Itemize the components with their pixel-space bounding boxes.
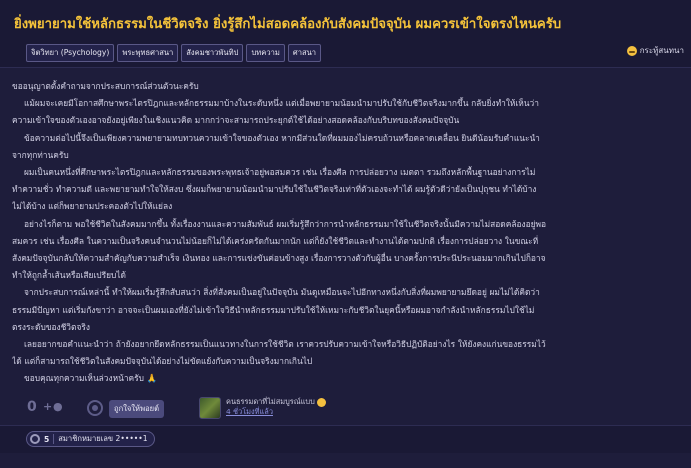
- tag-article[interactable]: บทความ: [246, 44, 284, 62]
- post-line: ทำให้ถูกล้ำเส้นหรือเสียเปรียบได้: [12, 270, 126, 281]
- post-line: ได้ แต่ก็สามารถใช้ชีวิตในสังคมปัจจุบันได้อย่างไม่ขัดแย้งกับความเป็นจริงมากเกินไป: [12, 356, 313, 367]
- emotion-button[interactable]: [87, 400, 103, 416]
- topic-header: [0, 0, 691, 68]
- post-line: ข้อความต่อไปนี้จึงเป็นเพียงความพยายามทบทวนความเข้าใจของตัวเอง หากมีส่วนใดที่ผมมองไม่ครบถ้วนหรือคลาดเคลื่อน ยินดีน้อมรับคำแนะนำ: [24, 132, 540, 143]
- tag-list: [26, 44, 321, 62]
- post-line: ไม่ได้บ้าง แต่ก็พยายามประคองตัวไปให้แย่ลง: [12, 201, 173, 212]
- author-name[interactable]: คนธรรมดาที่ไม่สมบูรณ์แบบ: [226, 397, 315, 406]
- member-pill[interactable]: [26, 431, 155, 447]
- post-body: [12, 78, 682, 388]
- vote-score: 0: [27, 399, 37, 415]
- topic-category: [627, 44, 684, 57]
- post-line: สมควร เช่น เรื่องศีล ในความเป็นจริงคนจำนวนไม่น้อยก็ไม่ได้เคร่งครัดกันมากนัก แต่ก็ยังใช้ชีวิตและทำงานได้ตามปกติ เรื่องการปล่อยวาง ในขณะที่: [12, 235, 539, 246]
- post-line: ตรงระดับของชีวิตจริง: [12, 321, 90, 332]
- post-line: ขออนุญาตตั้งคำถามจากประสบการณ์ส่วนตัวนะครับ: [12, 81, 199, 91]
- footer-bar: [0, 425, 691, 453]
- post-time[interactable]: 4 ชั่วโมงที่แล้ว: [226, 407, 273, 416]
- post-line: ความเข้าใจของตัวเองอาจยังอยู่เพียงในเชิงแนวคิด มากกว่าจะสามารถประยุกต์ใช้ได้อย่างสอดคล้องกับบริบทของสังคมปัจจุบัน: [12, 115, 460, 126]
- post-line: จากทุกท่านครับ: [12, 149, 69, 160]
- emoji-icon: [317, 398, 326, 407]
- tag-psychology[interactable]: จิตวิทยา (Psychology): [26, 44, 114, 62]
- avatar[interactable]: [199, 397, 221, 419]
- author-block: [199, 397, 326, 419]
- post-line: สังคมปัจจุบันกลับให้ความสำคัญกับความสำเร็จ เงินทอง และการแข่งขันค่อนข้างสูง เรื่องการวางตัวกับผู้อื่น บางครั้งการประนีประนอมมากเกินไปก็อาจ: [12, 253, 546, 264]
- post-line: อย่างไรก็ตาม พอใช้ชีวิตในสังคมมากขึ้น ทั้งเรื่องงานและความสัมพันธ์ ผมเริ่มรู้สึกว่าการนำหลักธรรมมาใช้ในชีวิตจริงนั้นมีความไม่สอดคล้องอยู่พอ: [24, 218, 547, 229]
- post-line: แม้ผมจะเคยมีโอกาสศึกษาพระไตรปิฎกและหลักธรรมมาบ้างในระดับหนึ่ง แต่เมื่อพยายามน้อมนำมาปรับใช้กับชีวิตจริงมากขึ้น กลับยิ่งทำให้เห็นว่า: [24, 98, 539, 109]
- tag-pantip-society[interactable]: สังคมชาวพันทิป: [181, 44, 243, 62]
- post-line: ผมเป็นคนหนึ่งที่ศึกษาพระไตรปิฎกและหลักธรรมของพระพุทธเจ้าอยู่พอสมควร เช่น เรื่องศีล การปล่อยวาง เมตตา รวมถึงหลักพื้นฐานอย่างการไม่: [24, 167, 536, 178]
- category-label: กระทู้สนทนา: [639, 46, 684, 55]
- post-line: เลยอยากขอคำแนะนำว่า ถ้ายังอยากยึดหลักธรรมเป็นแนวทางในการใช้ชีวิต เราควรปรับความเข้าใจหรือวิธีปฏิบัติอย่างไร ให้ยังคงแก่นของธรรมไว้: [24, 339, 546, 350]
- member-label: สมาชิกหมายเลข 2•••••1: [58, 434, 148, 443]
- sad-face-icon: [627, 46, 637, 56]
- tag-religion[interactable]: ศาสนา: [288, 44, 321, 62]
- tag-buddhism[interactable]: พระพุทธศาสนา: [117, 44, 178, 62]
- divider: [53, 434, 54, 444]
- post-line: ธรรมมีปัญหา แต่เริ่มกังขาว่า อาจจะเป็นผมเองที่ยังไม่เข้าใจวิธีนำหลักธรรมมาปรับใช้ให้เหมาะกับชีวิตในยุคนี้หรือผมอาจกำลังนำหลักธรรมไปใช้ไม่: [12, 304, 535, 315]
- post-line: ทำความชั่ว ทำความดี และพยายามทำใจให้สงบ ซึ่งผมก็พยายามน้อมนำมาปรับใช้ในชีวิตจริงเท่าที่ตัวเองจะทำได้ ผมรู้ตัวดีว่ายังเป็นปุถุชน ทำได้บ้าง: [12, 184, 537, 195]
- post-actions: [0, 393, 691, 425]
- member-count: 5: [44, 434, 50, 444]
- like-button[interactable]: ถูกใจให้พอยต์: [109, 400, 164, 418]
- plus-vote-icon[interactable]: +: [43, 400, 53, 413]
- post-line: ขอบคุณทุกความเห็นล่วงหน้าครับ 🙏: [24, 373, 158, 384]
- post-line: จากประสบการณ์เหล่านี้ ทำให้ผมเริ่มรู้สึกสับสนว่า สิ่งที่สังคมเป็นอยู่ในปัจจุบัน มันดูเหมือนจะไปอีกทางหนึ่งกับสิ่งที่ผมพยายามยึดอยู่ ผมไม่ได้คิดว่า: [24, 287, 540, 298]
- minus-vote-icon[interactable]: ●: [53, 400, 63, 413]
- topic-title: ยิ่งพยายามใช้หลักธรรมในชีวิตจริง ยิ่งรู้สึกไม่สอดคล้องกับสังคมปัจจุบัน ผมควรเข้าใจตรงไหนครับ: [14, 17, 562, 32]
- member-icon: [30, 434, 40, 444]
